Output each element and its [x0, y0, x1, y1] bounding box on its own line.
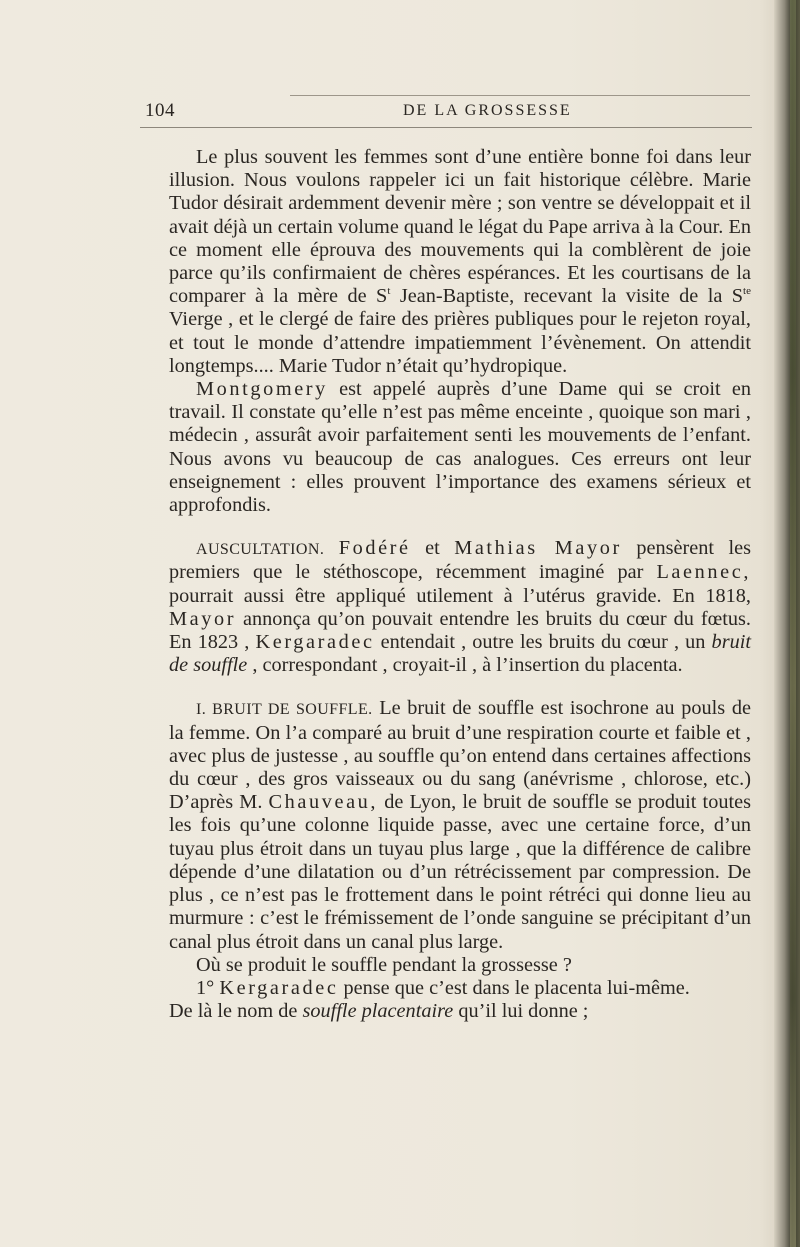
author-name: Kergaradec	[219, 976, 339, 999]
page-header	[145, 100, 750, 126]
paragraph-souffle-placentaire: De là le nom de souffle placentaire qu’il lui donne ;	[169, 1000, 589, 1023]
italic-term: souffle placentaire	[302, 1000, 454, 1023]
author-name: Mayor	[169, 607, 237, 630]
paragraph-kergaradec: 1° Kergaradec pense que c’est dans le placenta lui-même.	[196, 976, 690, 999]
paragraph-marie-tudor: Le plus souvent les femmes sont d’une entière bonne foi dans leur illusion. Nous voulons rappeler ici un fait historique célèbre. Marie Tudor désirait ardemment devenir mère ; son ventre se développait et il avait déjà un certain volume quand le légat du Pape arriva à la Cour. En ce moment elle éprouva des mouvements qui la comblèrent de joie parce qu’ils confirmaient de chères espérances. Et les courtisans de la comparer à la mère de $S^t$ Jean-Baptiste, recevant la visite de la $S^{te}$ Vierge , et le clergé de faire des prières publiques pour le rejeton royal, et tout le monde d’attendre impatiemment l’évènement. On attendit longtemps.... Marie Tudor n’était qu’hydropique.	[169, 146, 751, 377]
top-rule	[290, 95, 750, 96]
author-name: Laennec,	[656, 561, 751, 584]
author-name: Chauveau,	[268, 791, 379, 814]
header-rule	[140, 127, 752, 128]
page-edge	[774, 0, 800, 1247]
page-edge-shadow	[790, 0, 796, 1247]
running-head: DE LA GROSSESSE	[403, 102, 572, 119]
paragraph-bruit-de-souffle: I. BRUIT DE SOUFFLE. Le bruit de souffle est isochrone au pouls de la femme. On l’a comparé au bruit d’une respiration courte et faible et , avec plus de justesse , au souffle qu’on entend dans certaines affections du cœur , des gros vaisseaux ou du sang (anévrisme , chlorose, etc.) D’après M. Chauveau, de Lyon, le bruit de souffle se produit toutes les fois qu’une colonne liquide passe, avec une certaine force, d’un tuyau plus étroit dans un tuyau plus large , que la différence de calibre dépende d’une dilatation ou d’un rétrécissement par compression. De plus , ce n’est pas le frottement dans le point rétréci qui donne lieu au murmure : c’est le frémissement de l’onde sanguine se précipitant d’un canal plus étroit dans un canal plus large.	[169, 697, 752, 953]
paragraph-montgomery: Montgomery est appelé auprès d’une Dame qui se croit en travail. Il constate qu’elle n’est pas même enceinte , quoique son mari , médecin , assurât avoir parfaitement senti les mouvements de l’enfant. Nous avons vu beaucoup de cas analogues. Ces erreurs ont leur enseignement : elles prouvent l’importance des examens sérieux et approfondis.	[169, 378, 751, 517]
section-heading: AUSCULTATION.	[196, 541, 325, 559]
body-text	[169, 146, 751, 1023]
page-number: 104	[145, 100, 175, 121]
author-name: Kergaradec	[255, 631, 375, 654]
italic-term: bruit de souffle	[169, 631, 751, 677]
author-name: Montgomery	[196, 378, 328, 401]
subsection-heading: I. BRUIT DE SOUFFLE.	[196, 701, 373, 719]
paragraph-question: Où se produit le souffle pendant la grossesse ?	[196, 953, 572, 976]
author-name: Mathias Mayor	[454, 537, 622, 560]
author-name: Fodéré	[338, 537, 411, 560]
paragraph-auscultation: AUSCULTATION. Fodéré et Mathias Mayor pensèrent les premiers que le stéthoscope, récemment imaginé par Laennec, pourrait aussi être appliqué utilement à l’utérus gravide. En 1818, Mayor annonça qu’on pouvait entendre les bruits du cœur du fœtus. En 1823 , Kergaradec entendait , outre les bruits du cœur , un bruit de souffle , correspondant , croyait-il , à l’insertion du placenta.	[169, 537, 752, 677]
